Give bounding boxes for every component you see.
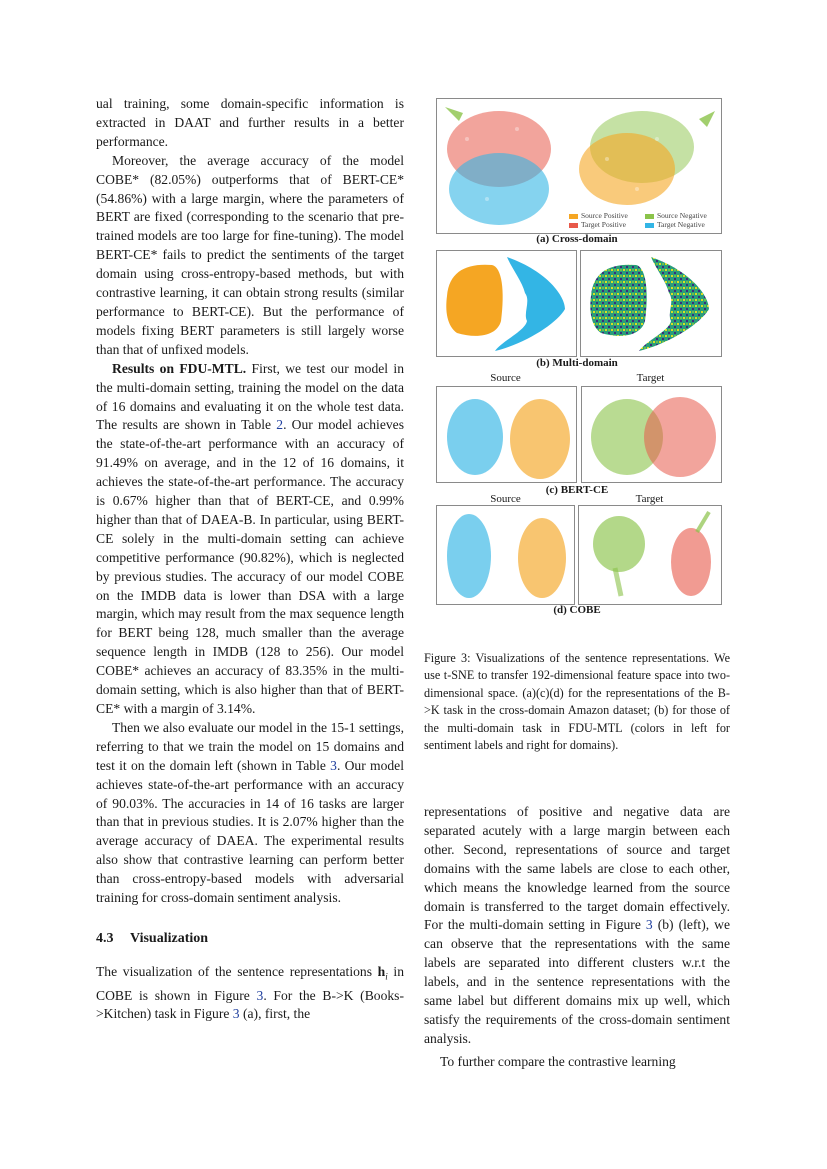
text: Then we also evaluate our model in the 15-1 settings, referring to that we train the model on 15 domains and test it on the domain left (shown in Table	[96, 719, 404, 773]
legend	[569, 211, 719, 231]
text: . Our model achieves the state-of-the-art performance with an accuracy of 91.49% on average, and in the 12 of 16 domains, it achieves the state-of-the-art performance. The accuracy is 0.67% higher than that of BERT-CE, and 0.99% higher than that of DAEA-B. In particular, using BERT-CE solely in the multi-domain setting can achieve competitive performance (90.82%), which is neglected by previous studies. The accuracy of our model COBE on the IMDB data is lower than DSA with a large margin, which may result from the max sequence length for BERT being 128, much smaller than the average sequence length in IMDB (128 to 256). Our model COBE* achieves an accuracy of 83.35% in the multi-domain setting, which is also higher than that of BERT-CE* with a margin of 3.14%.	[96, 417, 404, 716]
panel-d-target	[578, 505, 722, 605]
source-label: Source	[490, 372, 521, 384]
text: representations of positive and negative data are separated acutely with a large margin between each other. Second, representations of source and target domains with the same labels are close to each other, which means the knowledge learned from the source domain is transferred to the target domain effectively. For the multi-domain setting in Figure	[424, 804, 730, 933]
panel-d-source	[436, 505, 575, 605]
subcaption-d: (d) COBE	[553, 604, 601, 616]
paragraph-visualization	[96, 963, 404, 1024]
scatter-plot	[437, 387, 576, 482]
table-3-link[interactable]: 3	[330, 757, 337, 773]
text: First, we test our model in the multi-domain setting, training the model on the data of 16 domains and evaluating it on the whole test data. The results are shown in Table	[96, 360, 405, 433]
scatter-plot	[437, 506, 574, 604]
text: in COBE is shown in Figure	[96, 963, 404, 1003]
panel-c-source	[436, 386, 577, 483]
h-symbol: h	[377, 963, 386, 979]
panel-a-cross-domain	[436, 98, 722, 234]
figure-3-link[interactable]: 3	[645, 917, 653, 933]
target-label: Target	[636, 372, 665, 384]
run-in-heading: Results on FDU-MTL.	[112, 360, 247, 376]
right-column	[424, 803, 730, 1072]
legend-target-negative: Target Negative	[645, 220, 705, 229]
subcaption-b: (b) Multi-domain	[536, 357, 618, 369]
legend-source-positive: Source Positive	[569, 211, 628, 220]
text: (a), first, the	[239, 1006, 311, 1022]
section-title: Visualization	[130, 930, 209, 946]
source-label: Source	[490, 493, 521, 505]
text: The visualization of the sentence representations	[96, 963, 378, 979]
figure-3-link[interactable]: 3	[256, 987, 264, 1003]
figure-caption: Figure 3: Visualizations of the sentence representations. We use t-SNE to transfer 192-dimensional feature space into two-dimensional space. (a)(c)(d) for the representations of the B->K task in the cross-domain Amazon dataset; (b) for those of the multi-domain task in FDU-MTL (colors in left for sentiment labels and right for domains).	[424, 651, 730, 753]
scatter-plot	[579, 506, 721, 604]
subcaption-c: (c) BERT-CE	[545, 484, 609, 496]
panel-b-left	[436, 250, 577, 357]
paragraph-further-compare: To further compare the contrastive learning	[440, 1053, 676, 1069]
panel-b-right	[580, 250, 722, 357]
text: . Our model achieves state-of-the-art performance with an accuracy of 90.03%. The accuracies in 14 of 16 tasks are larger than that in previous studies. It is 2.07% higher than the average accuracy of DAEA. The experimental results also show that contrastive learning can perform better than cross-entropy-based models with adversarial training for cross-domain sentiment analysis.	[96, 757, 404, 906]
table-2-link[interactable]: 2	[276, 417, 284, 433]
paragraph-15-1	[96, 719, 404, 908]
paragraph-visualization-continued	[424, 803, 730, 1049]
section-heading	[96, 930, 404, 949]
paragraph-continuation: ual training, some domain-specific information is extracted in DAAT and further results in a better performance.	[96, 96, 404, 149]
paragraph-cobe-star: Moreover, the average accuracy of the model COBE* (82.05%) outperforms that of BERT-CE* (54.86%) with a large margin, where the parameters of BERT are fixed (corresponding to the scenario that pre-trained models are too large for fine-tuning). The model BERT-CE* fails to predict the sentiments of the target domain using cross-entropy-based methods, but with contrastive learning, it can obtain strong results (similar performance to BERT-CE). But the performance of models fixing BERT parameters is still largely worse than that of unfixed models.	[96, 152, 404, 357]
subscript: i	[385, 971, 388, 982]
legend-source-negative: Source Negative	[645, 211, 707, 220]
text: . For the B->K (Books->Kitchen) task in Figure	[96, 987, 404, 1022]
section-number: 4.3	[96, 930, 114, 946]
scatter-plot	[437, 251, 576, 356]
scatter-plot	[582, 387, 721, 482]
target-label: Target	[635, 493, 664, 505]
left-column	[96, 95, 404, 1024]
legend-target-positive: Target Positive	[569, 220, 626, 229]
figure-3-link[interactable]: 3	[232, 1006, 240, 1022]
paragraph-fdu-mtl	[96, 360, 404, 719]
panel-c-target	[581, 386, 722, 483]
text: (b) (left), we can observe that the representations with the same labels are separated into different clusters w.r.t the labels, and in the sentence representations with the same label but different domains mix up well, which satisfy the requirements of the cross-domain sentiment analysis.	[424, 917, 730, 1046]
scatter-plot	[581, 251, 721, 356]
subcaption-a: (a) Cross-domain	[536, 233, 618, 245]
